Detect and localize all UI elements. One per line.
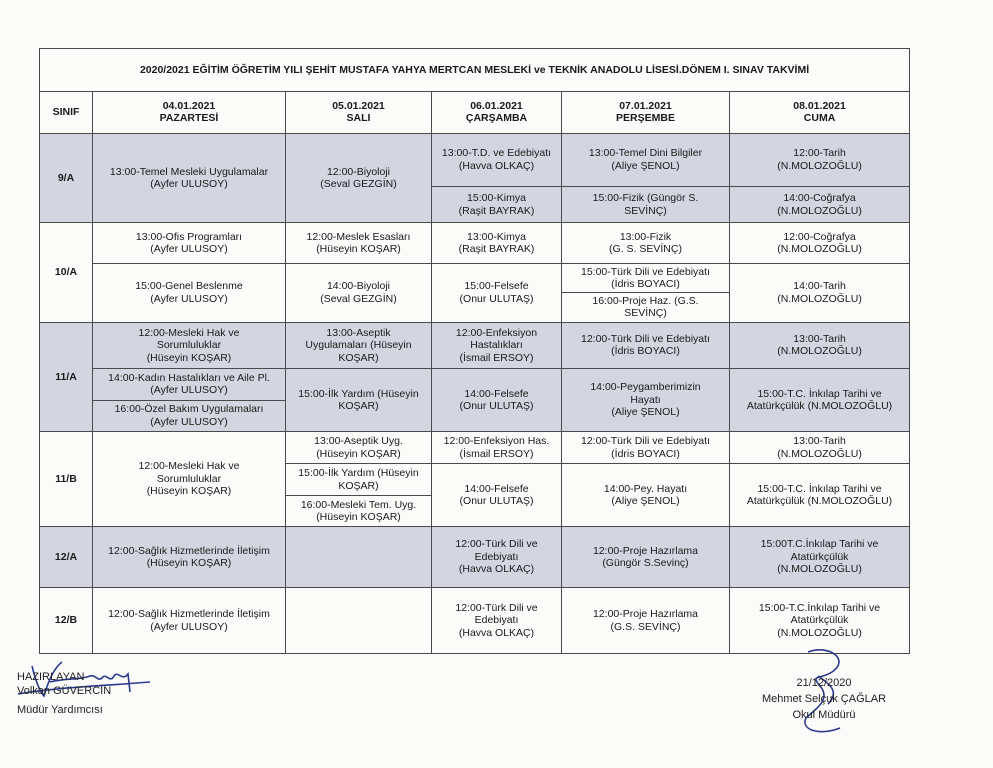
class-label-11b: 11/B: [40, 431, 93, 526]
exam-line: (Raşit BAYRAK): [458, 243, 535, 256]
exam-cell: [93, 588, 286, 654]
exam-line: (Ayfer ULUSOY): [150, 292, 228, 305]
exam-cell: [562, 293, 730, 322]
exam-cell: [432, 134, 562, 187]
class-label-9a: 9/A: [40, 134, 93, 223]
exam-line: (Aliye ŞENOL): [611, 406, 680, 419]
exam-line: (N.MOLOZOĞLU): [777, 563, 862, 576]
exam-line: 12:00-Mesleki Hak ve: [138, 460, 240, 473]
exam-line: (Havva OLKAÇ): [458, 159, 535, 172]
exam-cell: [286, 588, 432, 654]
exam-line: 12:00-Sağlık Hizmetlerinde İletişim: [108, 544, 270, 557]
exam-cell: [286, 464, 432, 495]
day-header-thursday: 07.01.2021 PERŞEMBE: [562, 91, 730, 134]
exam-line: SEVİNÇ): [624, 204, 667, 217]
prepared-by-block: [17, 670, 111, 717]
exam-line: 12:00-Biyoloji: [326, 165, 391, 178]
exam-cell: [432, 464, 562, 527]
exam-line: (Hüseyin KOŞAR): [146, 485, 232, 498]
exam-line: 13:00-Temel Mesleki Uygulamalar: [109, 165, 269, 178]
exam-cell: [562, 431, 730, 463]
exam-line: Atatürkçülük (N.MOLOZOĞLU): [746, 495, 893, 508]
exam-line: Hastalıkları: [470, 339, 523, 352]
exam-cell: [562, 369, 730, 432]
exam-line: (Havva OLKAÇ): [458, 563, 535, 576]
exam-line: (Raşit BAYRAK): [458, 204, 535, 217]
exam-line: Sorumluluklar: [156, 339, 222, 352]
exam-cell: [432, 223, 562, 264]
approver-name: Mehmet Selçuk ÇAĞLAR: [761, 693, 887, 705]
exam-cell: [286, 527, 432, 588]
exam-line: (Hüseyin KOŞAR): [316, 447, 401, 460]
exam-cell: [730, 263, 910, 322]
exam-line: (N.MOLOZOĞLU): [777, 243, 862, 256]
exam-line: 12:00-Türk Dili ve: [455, 538, 538, 551]
exam-line: (Hüseyin KOŞAR): [146, 351, 232, 364]
exam-line: 13:00-Aseptik: [326, 326, 391, 339]
exam-cell: [286, 263, 432, 322]
schedule-title: 2020/2021 EĞİTİM ÖĞRETİM YILI ŞEHİT MUSTAFA YAHYA MERTCAN MESLEKİ ve TEKNİK ANADOLU LİSESİ.DÖNEM I. SINAV TAKVİMİ: [40, 49, 910, 92]
prepared-by-name: Volkan GÜVERCİN: [17, 685, 112, 697]
exam-line: (N.MOLOZOĞLU): [777, 447, 862, 460]
exam-line: (İdris BOYACI): [611, 345, 680, 358]
exam-line: 13:00-T.D. ve Edebiyatı: [441, 147, 552, 160]
exam-line: Sorumluluklar: [156, 472, 222, 485]
exam-line: KOŞAR): [338, 400, 379, 413]
exam-cell: [286, 134, 432, 223]
exam-line: (N.MOLOZOĞLU): [777, 626, 862, 639]
exam-line: 14:00-Kadın Hastalıkları ve Aile Pl.: [108, 371, 270, 384]
exam-cell: [432, 263, 562, 322]
exam-line: 15:00-Genel Beslenme: [135, 280, 243, 293]
exam-line: 15:00-T.C. İnkılap Tarihi ve: [757, 387, 882, 400]
exam-line: (N.MOLOZOĞLU): [777, 292, 862, 305]
exam-line: 14:00-Tarih: [793, 280, 846, 293]
exam-schedule-table: [39, 48, 910, 654]
exam-line: 15:00-T.C.İnkılap Tarihi ve: [758, 601, 881, 614]
exam-line: Atatürkçülük: [790, 614, 849, 627]
exam-line: 13:00-Tarih: [793, 332, 846, 345]
day-header-tuesday: 05.01.2021 SALI: [286, 91, 432, 134]
class-label-10a: 10/A: [40, 223, 93, 322]
exam-line: 14:00-Pey. Hayatı: [603, 482, 688, 495]
exam-cell: [432, 322, 562, 369]
exam-line: (Hüseyin KOŞAR): [316, 511, 401, 524]
exam-cell: [562, 588, 730, 654]
exam-line: Atatürkçülük: [790, 550, 849, 563]
exam-line: 13:00-Kimya: [467, 230, 526, 243]
exam-cell: [93, 223, 286, 264]
exam-line: 13:00-Tarih: [793, 435, 846, 448]
exam-line: (Hüseyin KOŞAR): [316, 243, 401, 256]
exam-line: 14:00-Felsefe: [464, 482, 529, 495]
approver-title: Okul Müdürü: [792, 709, 856, 721]
exam-line: 16:00-Özel Bakım Uygulamaları: [114, 403, 264, 416]
exam-line: 13:00-Temel Dini Bilgiler: [588, 147, 703, 160]
approval-date: 21/12/2020: [796, 677, 852, 689]
exam-line: (Ayfer ULUSOY): [150, 620, 228, 633]
exam-line: (N.MOLOZOĞLU): [777, 204, 862, 217]
exam-cell: [432, 431, 562, 463]
exam-cell: [432, 588, 562, 654]
exam-line: 12:00-Enfeksiyon Has.: [443, 435, 550, 448]
exam-line: 15:00T.C.İnkılap Tarihi ve: [760, 538, 879, 551]
exam-line: KOŞAR): [338, 479, 379, 492]
exam-cell: [562, 527, 730, 588]
exam-line: Uygulamaları (Hüseyin: [305, 339, 412, 352]
exam-cell: [93, 369, 286, 400]
exam-line: 15:00-İlk Yardım (Hüseyin: [298, 467, 419, 480]
day-header-friday: 08.01.2021 CUMA: [730, 91, 910, 134]
exam-cell: [93, 400, 286, 431]
approver-block: [758, 676, 890, 722]
exam-line: (İdris BOYACI): [611, 447, 680, 460]
exam-cell: [730, 464, 910, 527]
exam-line: 12:00-Proje Hazırlama: [592, 608, 699, 620]
exam-line: KOŞAR): [338, 351, 379, 364]
exam-cell: [93, 527, 286, 588]
exam-cell: [730, 369, 910, 432]
exam-line: (Ayfer ULUSOY): [150, 415, 228, 428]
exam-line: 12:00-Coğrafya: [783, 230, 856, 243]
exam-line: 14:00-Peygamberimizin: [590, 381, 701, 394]
exam-cell: [286, 223, 432, 264]
class-label-11a: 11/A: [40, 322, 93, 431]
exam-cell: [730, 322, 910, 369]
exam-cell: [286, 322, 432, 369]
exam-line: 14:00-Felsefe: [464, 387, 529, 400]
exam-line: 13:00-Fizik: [619, 230, 672, 243]
class-column-header: SINIF: [40, 91, 93, 134]
exam-line: (Onur ULUTAŞ): [459, 495, 534, 508]
exam-cell: [730, 223, 910, 264]
exam-line: (İdris BOYACI): [611, 278, 680, 290]
exam-line: 14:00-Biyoloji: [326, 280, 391, 293]
exam-cell: [93, 263, 286, 322]
class-label-12b: 12/B: [40, 588, 93, 654]
exam-line: 15:00-Felsefe: [464, 280, 529, 293]
exam-line: 14:00-Coğrafya: [783, 192, 856, 205]
exam-line: Atatürkçülük (N.MOLOZOĞLU): [746, 400, 893, 413]
exam-line: (İsmail ERSOY): [459, 447, 534, 460]
exam-cell: [286, 369, 432, 432]
exam-line: 16:00-Mesleki Tem. Uyg.: [300, 498, 417, 511]
exam-cell: [562, 223, 730, 264]
exam-line: 15:00-Kimya: [467, 192, 526, 205]
exam-line: (Hüseyin KOŞAR): [146, 557, 232, 570]
exam-line: Edebiyatı: [474, 550, 519, 563]
exam-line: 16:00-Proje Haz. (G.S.: [592, 294, 699, 307]
exam-line: SEVİNÇ): [624, 307, 667, 320]
exam-cell: [93, 134, 286, 223]
exam-line: 12:00-Türk Dili ve: [455, 601, 538, 614]
day-header-monday: 04.01.2021 PAZARTESİ: [93, 91, 286, 134]
exam-line: Hayatı: [630, 393, 661, 406]
exam-cell: [432, 369, 562, 432]
class-label-12a: 12/A: [40, 527, 93, 588]
exam-line: (İsmail ERSOY): [459, 351, 534, 364]
prepared-by-label: HAZIRLAYAN: [17, 671, 85, 683]
exam-line: 12:00-Proje Hazırlama: [592, 544, 699, 557]
exam-line: (Ayfer ULUSOY): [150, 384, 228, 397]
exam-line: (Havva OLKAÇ): [458, 626, 535, 639]
exam-line: 12:00-Sağlık Hizmetlerinde İletişim: [108, 608, 270, 620]
exam-line: (Aliye ŞENOL): [611, 159, 680, 172]
exam-line: (Ayfer ULUSOY): [150, 243, 228, 256]
exam-line: (Seval GEZGİN): [320, 292, 397, 305]
exam-line: (Güngör S.Sevinç): [602, 557, 689, 570]
exam-line: (Aliye ŞENOL): [611, 495, 680, 508]
exam-line: 15:00-Fizik (Güngör S.: [592, 192, 699, 205]
day-header-wednesday: 06.01.2021 ÇARŞAMBA: [432, 91, 562, 134]
exam-cell: [562, 186, 730, 222]
exam-cell: [562, 322, 730, 369]
exam-cell: [93, 431, 286, 526]
exam-line: 13:00-Aseptik Uyg.: [314, 435, 403, 448]
exam-line: (Seval GEZGİN): [320, 178, 397, 191]
exam-line: (Onur ULUTAŞ): [459, 400, 534, 413]
exam-line: 12:00-Türk Dili ve Edebiyatı: [581, 332, 710, 345]
exam-cell: [730, 588, 910, 654]
exam-line: (N.MOLOZOĞLU): [777, 345, 862, 358]
exam-cell: [730, 527, 910, 588]
exam-line: Edebiyatı: [474, 614, 519, 627]
exam-cell: [286, 431, 432, 463]
exam-line: 15:00-İlk Yardım (Hüseyin: [298, 387, 419, 400]
exam-line: (G. S. SEVİNÇ): [609, 243, 682, 256]
exam-line: 13:00-Ofis Programları: [135, 230, 243, 243]
exam-line: (Ayfer ULUSOY): [150, 178, 228, 191]
exam-cell: [562, 464, 730, 527]
exam-cell: [730, 134, 910, 187]
exam-cell: [286, 495, 432, 526]
exam-line: (N.MOLOZOĞLU): [777, 159, 862, 172]
exam-line: (G.S. SEVİNÇ): [610, 620, 681, 633]
exam-cell: [730, 431, 910, 463]
exam-cell: [562, 263, 730, 292]
exam-line: 15:00-Türk Dili ve Edebiyatı: [581, 265, 710, 278]
exam-line: 12:00-Meslek Esasları: [306, 230, 411, 243]
exam-line: 15:00-T.C. İnkılap Tarihi ve: [757, 482, 882, 495]
prepared-by-title: Müdür Yardımcısı: [17, 704, 103, 716]
exam-line: 12:00-Türk Dili ve Edebiyatı: [581, 435, 710, 448]
exam-cell: [432, 186, 562, 222]
exam-cell: [730, 186, 910, 222]
exam-line: 12:00-Tarih: [793, 147, 846, 160]
exam-line: 12:00-Enfeksiyon: [455, 326, 538, 339]
exam-line: (Onur ULUTAŞ): [459, 292, 534, 305]
exam-cell: [432, 527, 562, 588]
exam-line: 12:00-Mesleki Hak ve: [138, 326, 240, 339]
exam-cell: [93, 322, 286, 369]
exam-cell: [562, 134, 730, 187]
